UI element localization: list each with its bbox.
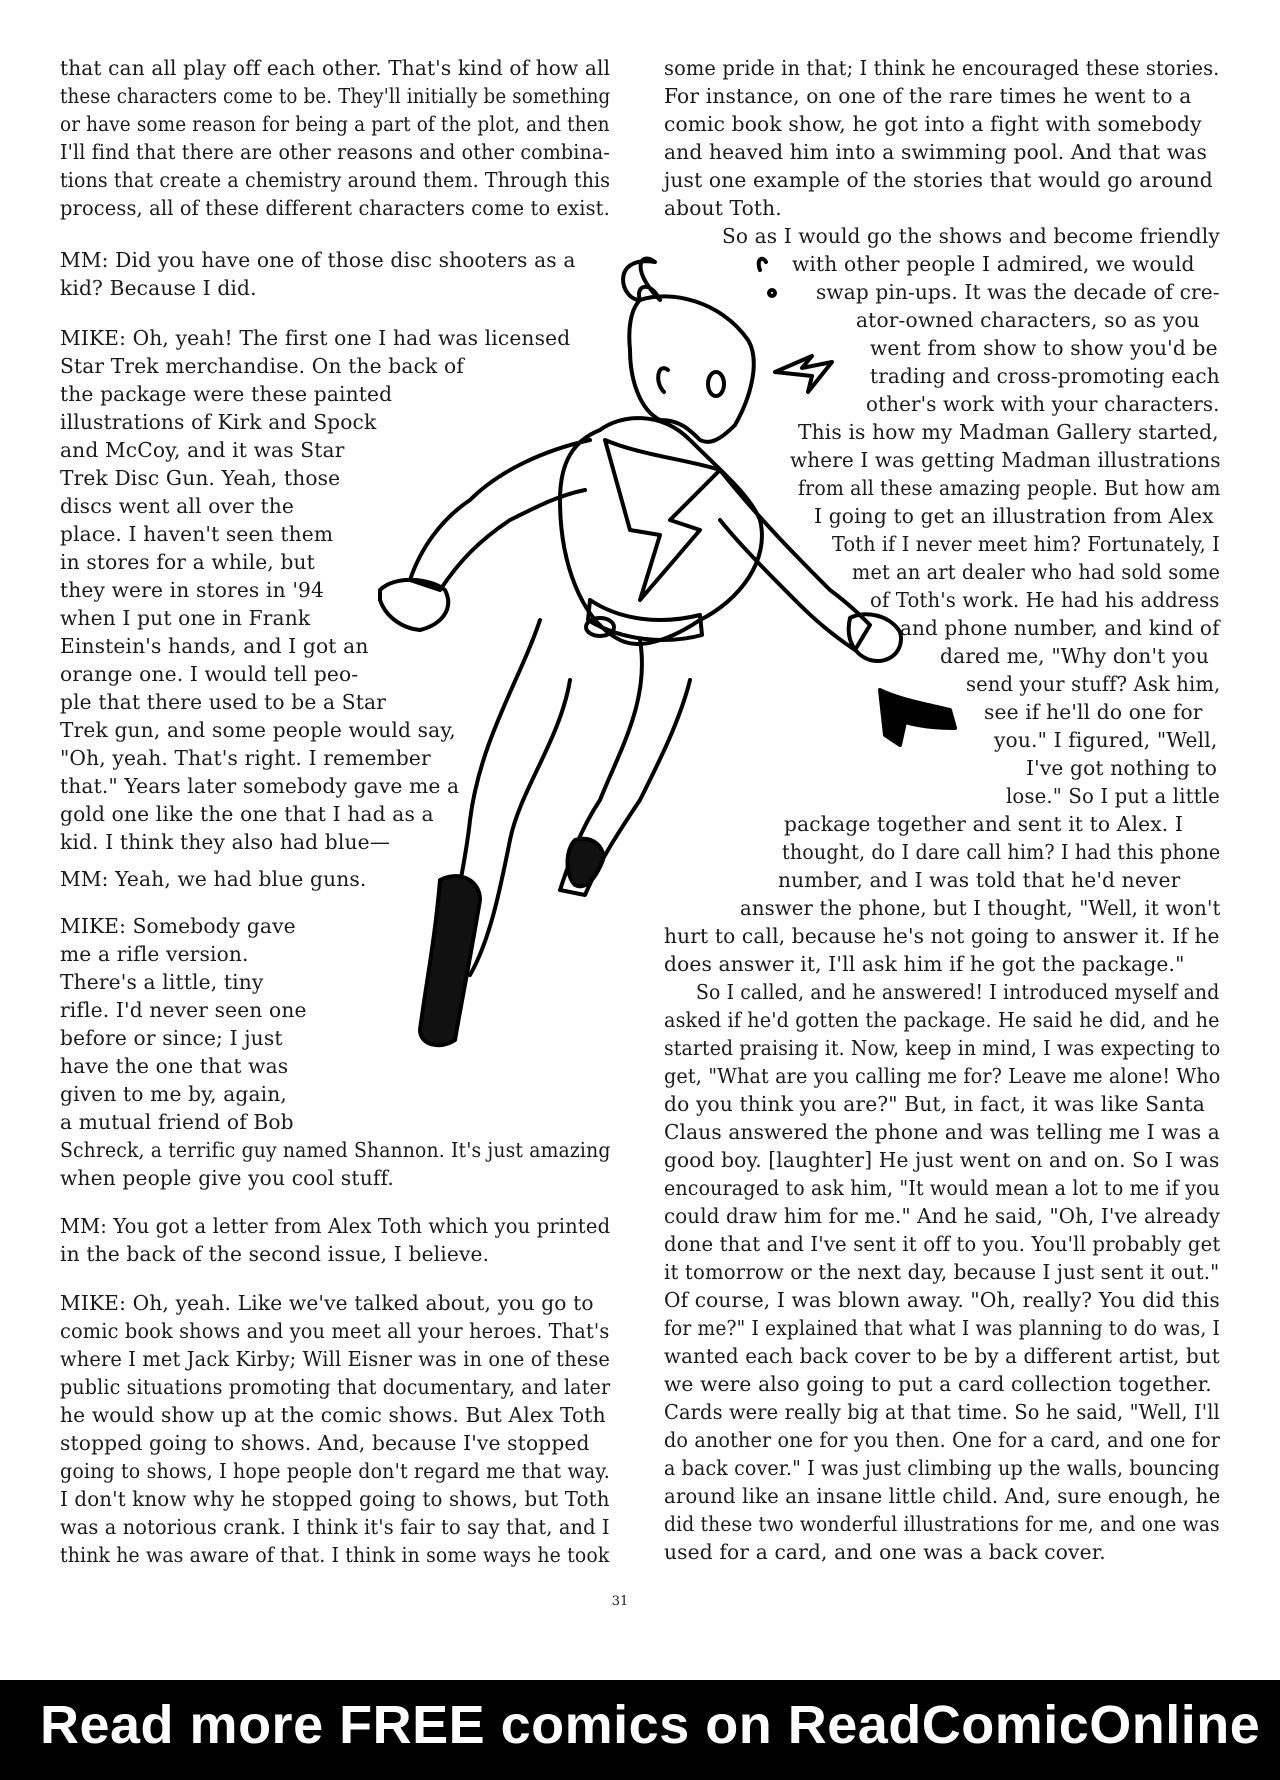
text-line: MIKE: Oh, yeah! The first one I had was licensed: [60, 326, 571, 350]
text-line: answer the phone, but I thought, "Well, it won't: [740, 896, 1221, 920]
text-line: illustrations of Kirk and Spock: [60, 410, 377, 434]
text-line: MIKE: Oh, yeah. Like we've talked about, you go to: [60, 1291, 594, 1315]
text-line: you." I figured, "Well,: [994, 728, 1218, 752]
speaker-label: MM:: [60, 867, 109, 891]
text-line: This is how my Madman Gallery started,: [798, 420, 1219, 444]
text-line: comic book shows and you meet all your heroes. That's: [60, 1319, 610, 1343]
text-line: Claus answered the phone and was telling me I was a: [664, 1120, 1220, 1144]
text-line: the package were these painted: [60, 382, 393, 406]
text-line: encouraged to ask him, "It would mean a lot to me if you: [664, 1176, 1220, 1200]
text-line: went from show to show you'd be: [870, 336, 1218, 360]
text-line: it tomorrow or the next day, because I just sent it out.": [664, 1260, 1220, 1284]
text-line: stopped going to shows. And, because I've stopped: [60, 1431, 590, 1455]
text-line: There's a little, tiny: [60, 970, 264, 994]
left-boot: [420, 876, 480, 1045]
text-line: hurt to call, because he's not going to answer it. If he: [664, 924, 1220, 948]
text-line: ator-owned characters, so as you: [856, 308, 1200, 332]
text-line: Cards were really big at that time. So he said, "Well, I'll: [664, 1400, 1220, 1424]
text-line: a mutual friend of Bob: [60, 1110, 294, 1134]
text-line: met an art dealer who had sold some: [852, 560, 1221, 584]
text-line: Star Trek merchandise. On the back of: [60, 354, 464, 378]
text-line: trading and cross-promoting each: [870, 364, 1220, 388]
text-line: I've got nothing to: [1026, 756, 1218, 780]
text-line: comic book show, he got into a fight with somebody: [664, 112, 1202, 136]
speaker-label: MIKE:: [60, 1291, 127, 1315]
text-line: going to shows, I hope people don't regard me that way.: [60, 1459, 610, 1483]
promo-banner-text[interactable]: Read more FREE comics on ReadComicOnline: [40, 1695, 1261, 1755]
text-line: these characters come to be. They'll initially be something: [60, 84, 611, 108]
text-line: before or since; I just: [60, 1026, 283, 1050]
pistol: [880, 690, 955, 745]
text-line: gold one like the one that I had as a: [60, 802, 434, 826]
speaker-label: MIKE:: [60, 326, 127, 350]
text-line: have the one that was: [60, 1054, 289, 1078]
text-line: wanted each back cover to be by a different artist, but: [664, 1344, 1220, 1368]
text-line: So I called, and he answered! I introduced myself and: [696, 980, 1220, 1004]
text-line: Einstein's hands, and I got an: [60, 634, 369, 658]
left-arm: [410, 440, 590, 590]
speaker-label: MM:: [60, 248, 109, 272]
text-line: given to me by, again,: [60, 1082, 287, 1106]
right-glove: [849, 614, 901, 661]
text-line: ple that there used to be a Star: [60, 690, 386, 714]
text-line: So as I would go the shows and become friendly: [722, 224, 1220, 248]
text-line: some pride in that; I think he encouraged these stories.: [664, 56, 1220, 80]
speaker-label: MIKE:: [60, 914, 127, 938]
text-line: do another one for you then. One for a card, and one for: [664, 1428, 1221, 1452]
text-line: orange one. I would tell peo-: [60, 662, 359, 686]
text-line: when I put one in Frank: [60, 606, 311, 630]
text-line: started praising it. Now, keep in mind, I was expecting to: [664, 1036, 1221, 1060]
text-line: with other people I admired, we would: [792, 252, 1195, 276]
left-glove: [380, 580, 448, 630]
text-line: MM: Yeah, we had blue guns.: [60, 867, 367, 891]
page-number: 31: [611, 1594, 629, 1609]
text-line: we were also going to put a card collection together.: [664, 1372, 1212, 1396]
text-line: me a rifle version.: [60, 942, 249, 966]
text-line: done that and I've sent it off to you. You'll probably get: [664, 1232, 1221, 1256]
text-line: where I met Jack Kirby; Will Eisner was in one of these: [60, 1347, 611, 1371]
surprise-lightning: [775, 356, 832, 392]
speaker-label: MM:: [60, 1214, 107, 1238]
text-line: Toth if I never meet him? Fortunately, I: [832, 532, 1220, 556]
text-line: process, all of these different characters come to exist.: [60, 196, 610, 220]
text-line: discs went all over the: [60, 494, 295, 518]
text-line: around like an insane little child. And, sure enough, he: [664, 1484, 1221, 1508]
text-line: package together and sent it to Alex. I: [784, 812, 1183, 836]
text-line: send your stuff? Ask him,: [966, 672, 1221, 696]
text-line: from all these amazing people. But how am: [798, 476, 1221, 500]
text-line: public situations promoting that documentary, and later: [60, 1375, 611, 1399]
text-line: MM: Did you have one of those disc shooters as a: [60, 248, 576, 272]
text-line: MM: You got a letter from Alex Toth which you printed: [60, 1214, 611, 1238]
text-line: good boy. [laughter] He just went on and on. So I was: [664, 1148, 1220, 1172]
text-line: was a notorious crank. I think it's fair to say that, and I: [60, 1515, 610, 1539]
text-line: get, "What are you calling me for? Leave me alone! Who: [664, 1064, 1221, 1088]
text-line: for me?" I explained that what I was planning to do was, I: [664, 1316, 1221, 1340]
text-line: tions that create a chemistry around them. Through this: [60, 168, 611, 192]
text-line: they were in stores in '94: [60, 578, 325, 602]
sweat-drop-2: [769, 290, 775, 296]
text-line: do you think you are?" But, in fact, it was like Santa: [664, 1092, 1205, 1116]
text-line: that." Years later somebody gave me a: [60, 774, 460, 798]
hair: [623, 258, 660, 300]
lightning-emblem: [605, 440, 720, 600]
text-line: see if he'll do one for: [984, 700, 1203, 724]
ear: [658, 368, 668, 392]
text-line: that can all play off each other. That's kind of how all: [60, 56, 611, 80]
text-line: Trek gun, and some people would say,: [60, 718, 456, 742]
text-line: about Toth.: [664, 196, 782, 220]
text-line: does answer it, I'll ask him if he got the package.": [664, 952, 1185, 976]
text-line: thought, do I dare call him? I had this phone: [782, 840, 1221, 864]
text-line: I going to get an illustration from Alex: [814, 504, 1214, 528]
text-line: place. I haven't seen them: [60, 522, 334, 546]
text-line: did these two wonderful illustrations for me, and one was: [664, 1512, 1220, 1536]
text-line: asked if he'd gotten the package. He said he did, and he: [664, 1008, 1220, 1032]
text-line: where I was getting Madman illustrations: [790, 448, 1221, 472]
text-line: kid. I think they also had blue—: [60, 830, 391, 854]
text-line: other's work with your characters.: [866, 392, 1220, 416]
text-line: For instance, on one of the rare times he went to a: [664, 84, 1192, 108]
text-line: dared me, "Why don't you: [940, 644, 1209, 668]
text-line: and McCoy, and it was Star: [60, 438, 345, 462]
text-line: Schreck, a terrific guy named Shannon. It's just amazing: [60, 1138, 611, 1162]
eye: [708, 372, 724, 396]
text-line: could draw him for me." And he said, "Oh, I've already: [664, 1204, 1221, 1228]
text-line: I don't know why he stopped going to shows, but Toth: [60, 1487, 610, 1511]
text-line: in the back of the second issue, I believe.: [60, 1242, 490, 1266]
text-line: a back cover." I was just climbing up the walls, bouncing: [664, 1456, 1220, 1480]
text-line: and phone number, and kind of: [900, 616, 1220, 640]
text-line: MIKE: Somebody gave: [60, 914, 296, 938]
text-line: swap pin-ups. It was the decade of cre-: [816, 280, 1220, 304]
text-line: of Toth's work. He had his address: [870, 588, 1220, 612]
text-line: I'll find that there are other reasons and other combina-: [60, 140, 610, 164]
text-line: he would show up at the comic shows. But Alex Toth: [60, 1403, 606, 1427]
promo-banner[interactable]: [0, 1680, 1280, 1780]
sweat-drop-1: [759, 259, 766, 270]
text-line: Of course, I was blown away. "Oh, really? You did this: [664, 1288, 1220, 1312]
text-line: lose." So I put a little: [1006, 784, 1220, 808]
text-line: and heaved him into a swimming pool. And that was: [664, 140, 1207, 164]
text-line: think he was aware of that. I think in some ways he took: [60, 1543, 610, 1567]
text-line: or have some reason for being a part of the plot, and then: [60, 112, 610, 136]
text-line: number, and I was told that he'd never: [778, 868, 1181, 892]
text-line: kid? Because I did.: [60, 276, 257, 300]
text-line: "Oh, yeah. That's right. I remember: [60, 746, 431, 770]
text-line: just one example of the stories that would go around: [664, 168, 1213, 192]
text-line: in stores for a while, but: [60, 550, 315, 574]
text-line: when people give you cool stuff.: [60, 1166, 394, 1190]
right-boot: [568, 839, 604, 887]
text-line: used for a card, and one was a back cover.: [664, 1540, 1106, 1564]
text-line: Trek Disc Gun. Yeah, those: [60, 466, 341, 490]
text-line: rifle. I'd never seen one: [60, 998, 307, 1022]
